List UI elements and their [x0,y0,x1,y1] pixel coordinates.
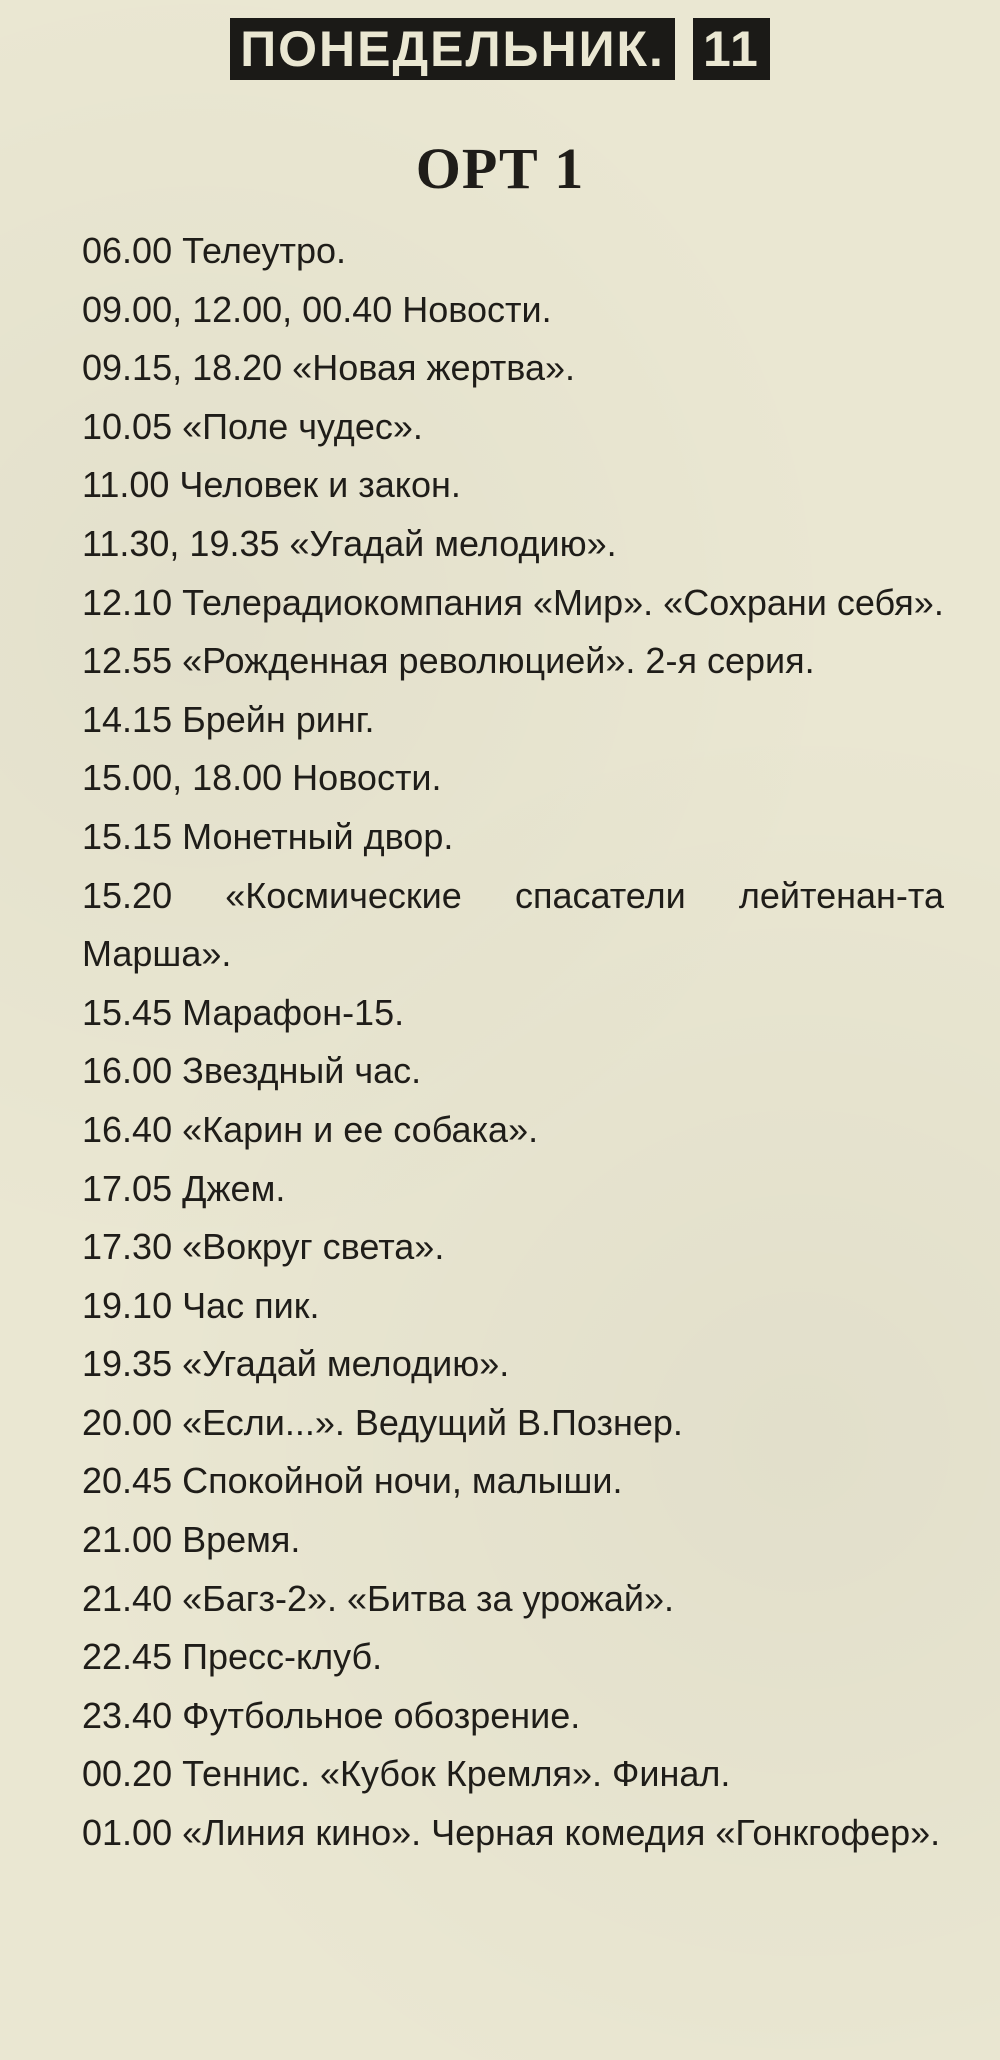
schedule-entry: 20.45 Спокойной ночи, малыши. [82,1460,623,1502]
schedule-entry: 11.30, 19.35 «Угадай мелодию». [82,522,617,564]
schedule-entry: 22.45 Пресс-клуб. [82,1636,383,1678]
schedule-entry: 15.00, 18.00 Новости. [82,757,442,799]
schedule-entry: 12.10 Телерадиокомпания «Мир». «Сохрани себя». [82,581,944,623]
schedule-entry: 17.30 «Вокруг света». [82,1226,445,1268]
schedule-entry: 17.05 Джем. [82,1167,286,1209]
schedule-entry: 16.40 «Карин и ее собака». [82,1108,539,1150]
schedule-entry: 23.40 Футбольное обозрение. [82,1694,581,1736]
channel-title: ОРТ 1 [415,136,585,201]
schedule-entry: 19.10 Час пик. [82,1284,320,1326]
schedule-entry: 11.00 Человек и закон. [82,464,461,506]
schedule-entry: 21.40 «Багз-2». «Битва за урожай». [82,1577,675,1619]
schedule-entry: 10.05 «Поле чудес». [82,405,423,447]
schedule-entry: 14.15 Брейн ринг. [82,698,375,740]
schedule-entry: 15.15 Монетный двор. [82,815,454,857]
schedule-entry: 06.00 Телеутро. [82,230,347,271]
schedule-entry: 15.45 Марафон-15. [82,991,405,1033]
schedule-entry: 01.00 «Линия кино». Черная комедия «Гонкгофер». [82,1812,941,1854]
schedule-entry: 21.00 Время. [82,1519,301,1561]
schedule-entry: 00.20 Теннис. «Кубок Кремля». Финал. [82,1753,731,1795]
schedule-entry: 09.15, 18.20 «Новая жертва». [82,347,576,389]
schedule-entry: 20.00 «Если...». Ведущий В.Познер. [82,1401,683,1443]
schedule-entry: 19.35 «Угадай мелодию». [82,1343,510,1385]
day-header [0,18,1000,80]
schedule-entry: 15.20 «Космические спасатели лейтенан-та Марша». [82,874,944,975]
tv-schedule [82,222,944,1863]
date-label: 11 [693,18,770,80]
schedule-entry: 16.00 Звездный час. [82,1050,422,1092]
schedule-entry: 09.00, 12.00, 00.40 Новости. [82,288,552,330]
schedule-entry: 12.55 «Рожденная революцией». 2-я серия. [82,640,815,682]
weekday-label: ПОНЕДЕЛЬНИК. [230,18,675,80]
